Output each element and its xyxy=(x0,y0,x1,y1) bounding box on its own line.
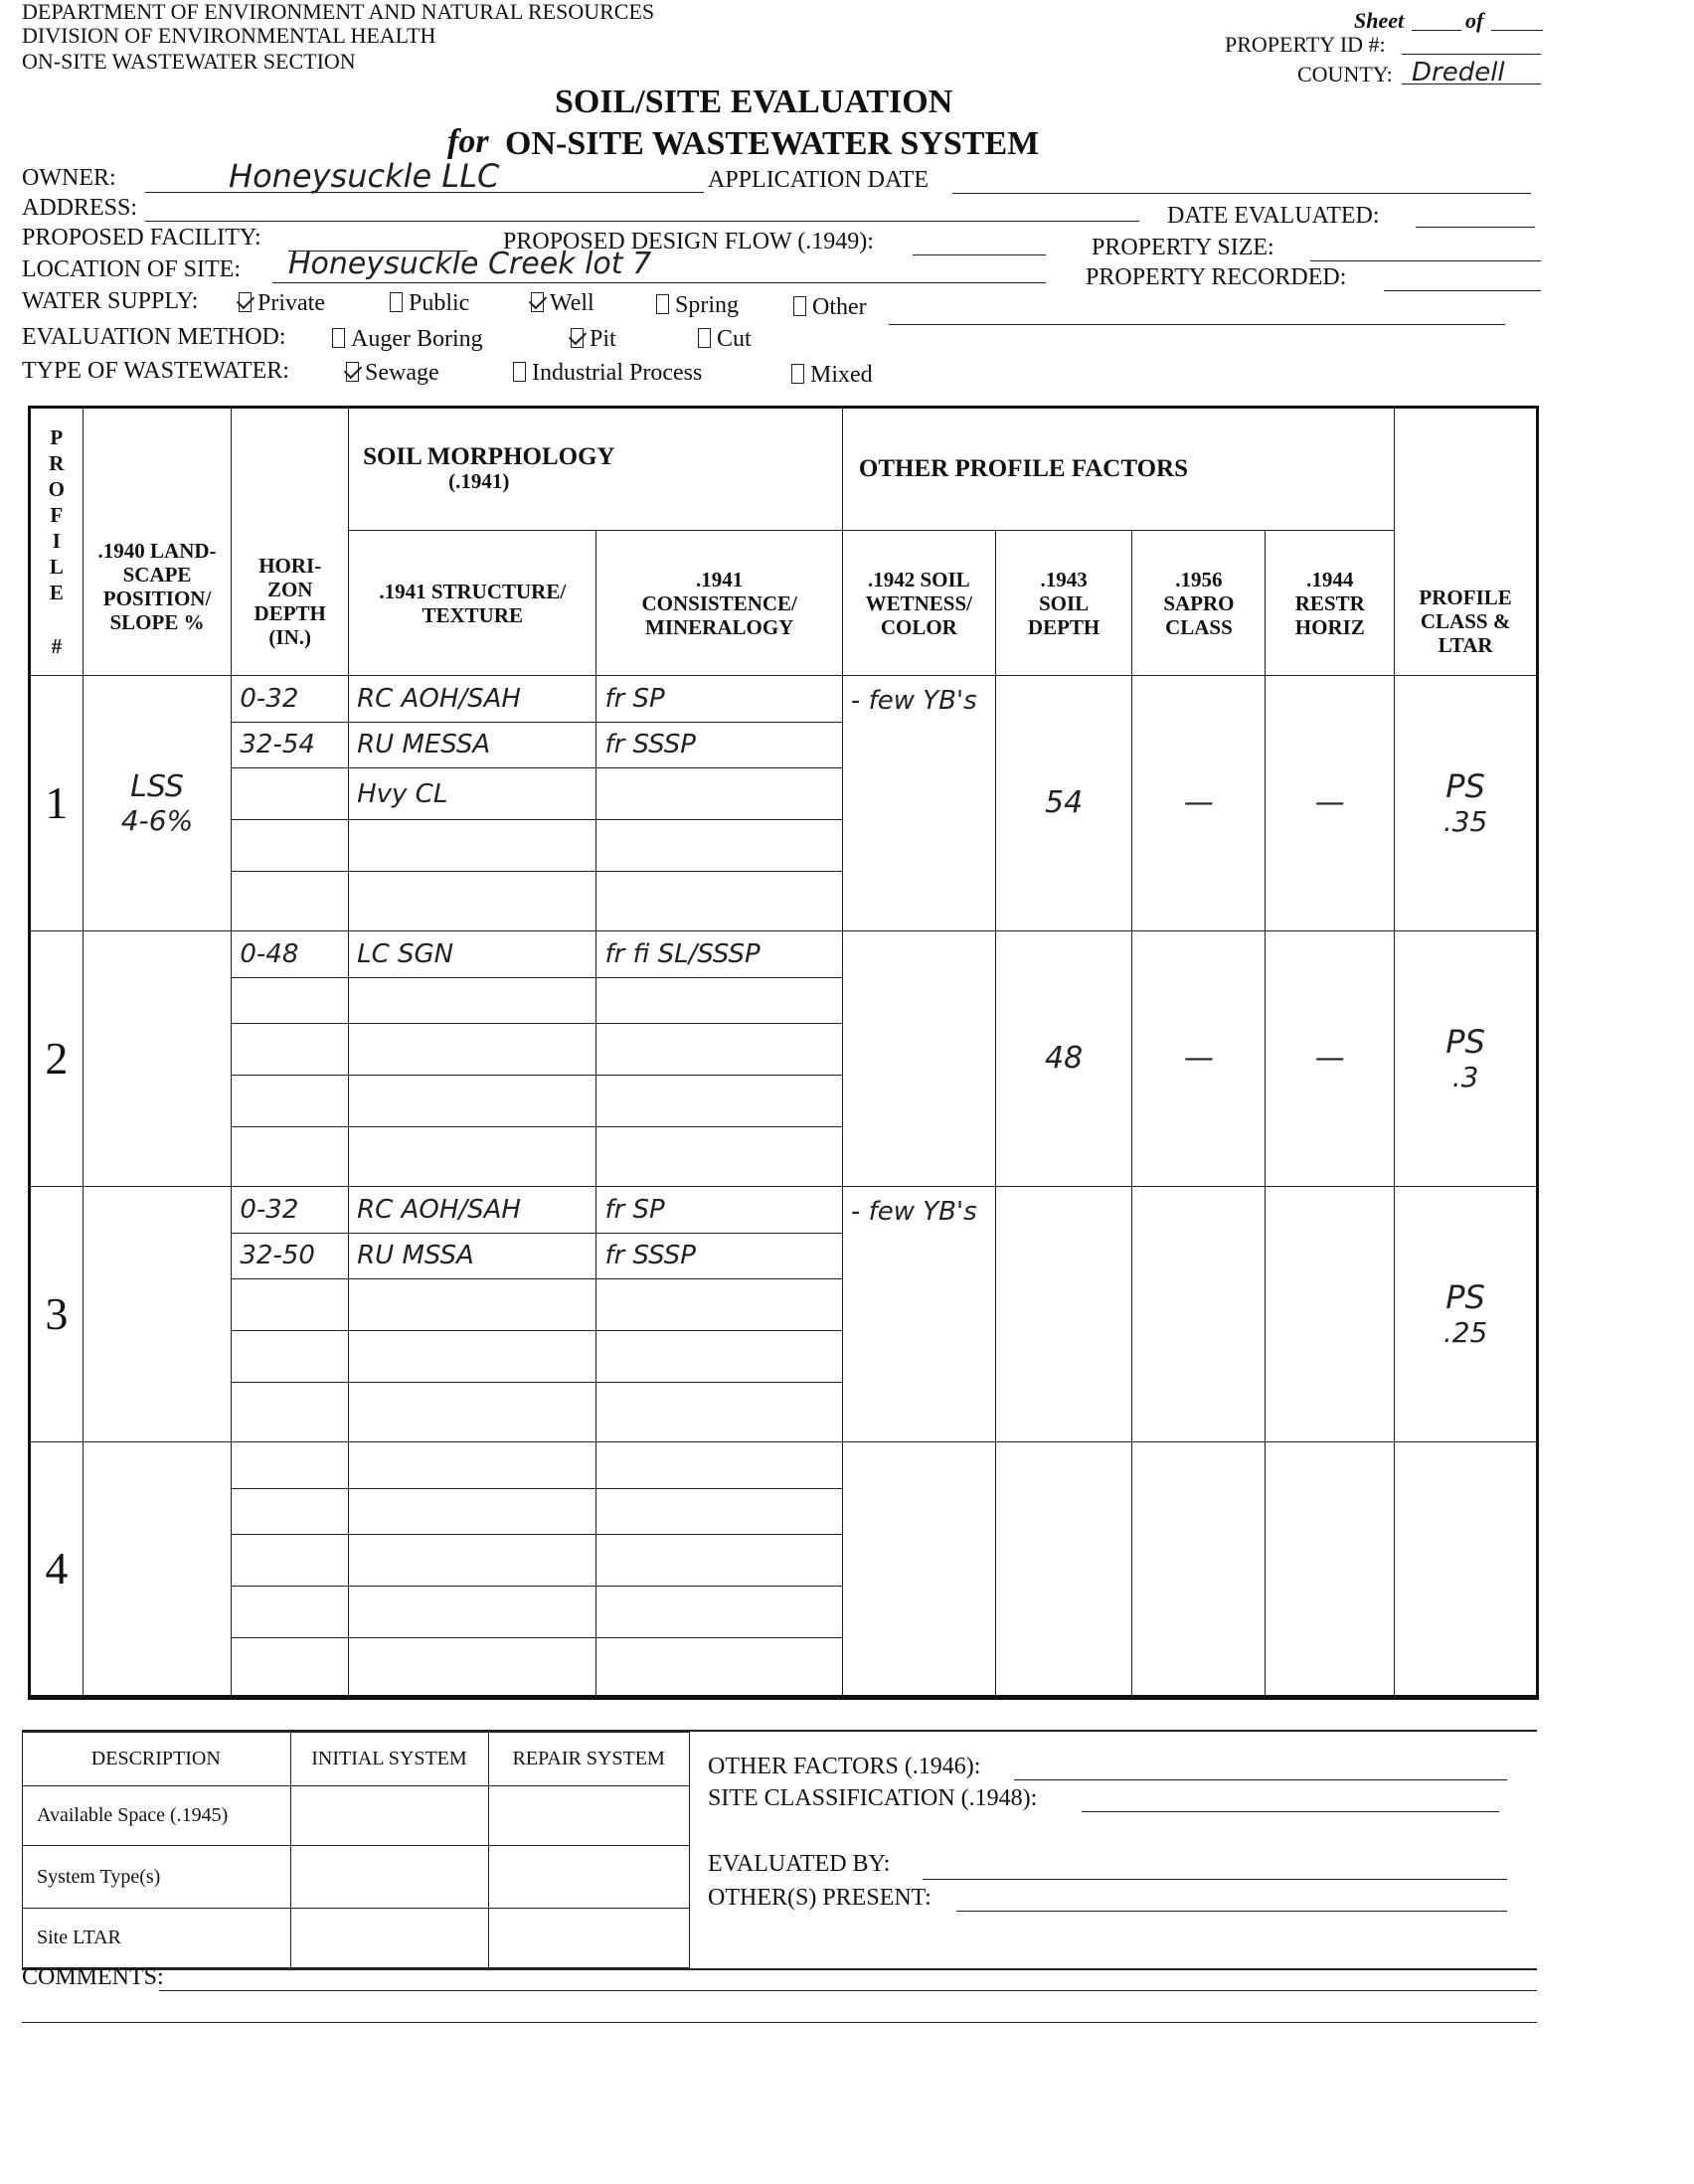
structure-texture-cell[interactable]: Hvy CL xyxy=(349,768,596,820)
consistence-cell[interactable] xyxy=(596,1331,842,1383)
proposed-facility-label: PROPOSED FACILITY: xyxy=(22,225,261,251)
profile-num-label: # xyxy=(51,634,63,658)
address-line[interactable] xyxy=(145,221,1139,222)
consistence-cell[interactable] xyxy=(596,977,842,1024)
consistence-cell[interactable]: fr SSSP xyxy=(596,722,842,768)
structure-texture-cell[interactable] xyxy=(349,1535,596,1587)
structure-texture-cell[interactable] xyxy=(349,1126,596,1186)
structure-texture-cell[interactable] xyxy=(349,820,596,872)
structure-texture-cell[interactable] xyxy=(349,1637,596,1697)
soil-morphology-header xyxy=(349,408,843,531)
eval-cut-option[interactable] xyxy=(698,326,752,353)
consistence-cell[interactable] xyxy=(596,1076,842,1127)
soil-profile-table xyxy=(28,406,1539,1700)
soil-depth-cell[interactable]: 54 xyxy=(995,676,1132,931)
structure-texture-cell[interactable] xyxy=(349,1586,596,1637)
structure-texture-cell[interactable] xyxy=(349,1024,596,1076)
checkbox-private[interactable] xyxy=(239,292,252,312)
horizon-depth-cell[interactable] xyxy=(232,1331,349,1383)
consistence-header: .1941 CONSISTENCE/ MINERALOGY xyxy=(596,531,842,676)
consistence-cell[interactable] xyxy=(596,1126,842,1186)
application-date-line[interactable] xyxy=(952,193,1531,194)
owner-label: OWNER: xyxy=(22,165,116,191)
wetness-value: - few YB's xyxy=(850,686,977,716)
location-label: LOCATION OF SITE: xyxy=(22,256,241,282)
consistence-cell[interactable] xyxy=(596,768,842,820)
structure-header: .1941 STRUCTURE/ TEXTURE xyxy=(349,531,596,676)
evaluated-by-line[interactable] xyxy=(923,1879,1507,1880)
horizon-depth-cell[interactable] xyxy=(232,1637,349,1697)
comments-line-2[interactable] xyxy=(22,2022,1537,2023)
auger-label: Auger Boring xyxy=(351,326,483,352)
system-type-repair[interactable] xyxy=(489,1846,690,1908)
agency-line-2: DIVISION OF ENVIRONMENTAL HEALTH xyxy=(22,23,436,48)
property-size-line[interactable] xyxy=(1310,260,1541,261)
design-flow-line[interactable] xyxy=(913,254,1046,255)
consistence-cell[interactable] xyxy=(596,820,842,872)
consistence-cell[interactable]: fr SSSP xyxy=(596,1233,842,1279)
horizon-row xyxy=(30,676,1538,723)
structure-texture-cell[interactable]: RC AOH/SAH xyxy=(349,1186,596,1233)
consistence-cell[interactable]: fr fi SL/SSSP xyxy=(596,930,842,977)
pit-label: Pit xyxy=(590,326,616,352)
profile-number: 2 xyxy=(30,930,84,1186)
depth-header: .1943 SOIL DEPTH xyxy=(995,531,1132,676)
mixed-label: Mixed xyxy=(810,362,873,388)
title-for: for xyxy=(447,123,489,160)
wetness-color-cell[interactable] xyxy=(842,676,995,931)
initial-system-header: INITIAL SYSTEM xyxy=(290,1733,489,1786)
structure-texture-cell[interactable]: LC SGN xyxy=(349,930,596,977)
design-flow-label: PROPOSED DESIGN FLOW (.1949): xyxy=(503,229,874,254)
other-label: Other xyxy=(812,294,867,320)
profile-class-cell[interactable] xyxy=(1395,676,1538,931)
of-line[interactable] xyxy=(1491,30,1543,31)
profile-class-cell[interactable] xyxy=(1395,930,1538,1186)
checkbox-mixed[interactable] xyxy=(791,364,804,384)
consistence-cell[interactable] xyxy=(596,1586,842,1637)
checkbox-cut[interactable] xyxy=(698,328,711,348)
horizon-depth-cell[interactable] xyxy=(232,1382,349,1441)
site-classification-line[interactable] xyxy=(1082,1811,1499,1812)
water-public-option[interactable] xyxy=(390,290,469,317)
cut-label: Cut xyxy=(717,326,752,352)
property-id-label: PROPERTY ID #: xyxy=(1225,32,1386,57)
ltar-value: .25 xyxy=(1442,1316,1488,1350)
soil-morphology-title: SOIL MORPHOLOGY xyxy=(363,443,615,470)
consistence-cell[interactable] xyxy=(596,1535,842,1587)
profile-header xyxy=(30,408,84,676)
water-well-option[interactable] xyxy=(531,290,594,317)
sewage-label: Sewage xyxy=(365,360,439,386)
horizon-depth-cell[interactable] xyxy=(232,977,349,1024)
system-summary-section xyxy=(22,1730,1537,1970)
horizon-depth-cell[interactable] xyxy=(232,1024,349,1076)
available-space-label: Available Space (.1945) xyxy=(23,1786,291,1846)
comments-line-1[interactable] xyxy=(159,1990,1537,1991)
checkbox-sewage[interactable] xyxy=(346,362,359,382)
horizon-depth-cell[interactable] xyxy=(232,1586,349,1637)
restr-horiz-cell[interactable]: — xyxy=(1266,676,1395,931)
consistence-cell[interactable] xyxy=(596,1279,842,1331)
checkbox-pit[interactable] xyxy=(571,328,584,348)
landscape-header: .1940 LAND- SCAPE POSITION/ SLOPE % xyxy=(83,408,232,676)
date-evaluated-label: DATE EVALUATED: xyxy=(1167,203,1380,229)
profile-number: 4 xyxy=(30,1441,84,1697)
checkbox-well[interactable] xyxy=(531,292,544,312)
sapro-class-cell[interactable] xyxy=(1132,1441,1266,1697)
ww-industrial-option[interactable] xyxy=(513,360,702,387)
others-present-line[interactable] xyxy=(956,1911,1507,1912)
wetness-color-cell[interactable] xyxy=(842,1186,995,1441)
sapro-header: .1956 SAPRO CLASS xyxy=(1132,531,1266,676)
consistence-cell[interactable] xyxy=(596,1637,842,1697)
location-line[interactable] xyxy=(272,282,1046,283)
sheet-line[interactable] xyxy=(1412,30,1461,31)
profile-class-cell[interactable] xyxy=(1395,1186,1538,1441)
description-header: DESCRIPTION xyxy=(23,1733,291,1786)
profile-class-header: PROFILE CLASS & LTAR xyxy=(1395,408,1538,676)
structure-texture-cell[interactable] xyxy=(349,1331,596,1383)
horizon-depth-cell[interactable] xyxy=(232,1279,349,1331)
checkbox-other[interactable] xyxy=(793,296,806,316)
structure-texture-cell[interactable] xyxy=(349,871,596,930)
water-spring-option[interactable] xyxy=(656,292,739,319)
wetness-header: .1942 SOIL WETNESS/ COLOR xyxy=(842,531,995,676)
sapro-class-cell[interactable] xyxy=(1132,1186,1266,1441)
comments-label: COMMENTS: xyxy=(22,1964,164,1990)
horizon-depth-cell[interactable] xyxy=(232,820,349,872)
checkbox-spring[interactable] xyxy=(656,294,669,314)
structure-texture-cell[interactable]: RC AOH/SAH xyxy=(349,676,596,723)
consistence-cell[interactable]: fr SP xyxy=(596,676,842,723)
site-ltar-label: Site LTAR xyxy=(23,1908,291,1967)
eval-auger-option[interactable] xyxy=(332,326,483,353)
location-value: Honeysuckle Creek lot 7 xyxy=(288,247,652,281)
structure-texture-cell[interactable] xyxy=(349,1279,596,1331)
water-other-option[interactable] xyxy=(793,294,867,321)
ltar-value: .3 xyxy=(1451,1061,1479,1094)
consistence-cell[interactable]: fr SP xyxy=(596,1186,842,1233)
wetness-color-cell[interactable] xyxy=(842,1441,995,1697)
slope-percent: 4-6% xyxy=(120,803,194,837)
site-ltar-repair[interactable] xyxy=(489,1908,690,1967)
consistence-cell[interactable] xyxy=(596,1488,842,1535)
landscape-cell[interactable] xyxy=(83,676,232,931)
others-present-label: OTHER(S) PRESENT: xyxy=(708,1885,932,1911)
checkbox-public[interactable] xyxy=(390,292,403,312)
consistence-cell[interactable] xyxy=(596,1024,842,1076)
landscape-cell[interactable] xyxy=(83,1186,232,1441)
checkbox-auger[interactable] xyxy=(332,328,345,348)
private-label: Private xyxy=(257,290,325,316)
restr-horiz-cell[interactable] xyxy=(1266,1186,1395,1441)
structure-texture-cell[interactable]: RU MESSA xyxy=(349,722,596,768)
site-classification-label: SITE CLASSIFICATION (.1948): xyxy=(708,1785,1038,1811)
title-line-1: SOIL/SITE EVALUATION xyxy=(555,84,953,120)
horizon-header: HORI- ZON DEPTH (IN.) xyxy=(232,408,349,676)
agency-line-1: DEPARTMENT OF ENVIRONMENT AND NATURAL RESOURCES xyxy=(22,0,655,24)
water-supply-label: WATER SUPPLY: xyxy=(22,288,199,314)
structure-texture-cell[interactable] xyxy=(349,977,596,1024)
system-table xyxy=(22,1732,690,1968)
well-label: Well xyxy=(550,290,594,316)
system-type-initial[interactable] xyxy=(290,1846,489,1908)
horizon-depth-cell[interactable] xyxy=(232,871,349,930)
horizon-depth-cell[interactable]: 0-48 xyxy=(232,930,349,977)
soil-depth-cell[interactable]: 48 xyxy=(995,930,1132,1186)
water-other-line[interactable] xyxy=(889,324,1505,325)
property-recorded-line[interactable] xyxy=(1384,290,1541,291)
horizon-depth-cell[interactable]: 32-50 xyxy=(232,1233,349,1279)
available-space-initial[interactable] xyxy=(290,1786,489,1846)
profile-number: 3 xyxy=(30,1186,84,1441)
other-factors-label: OTHER FACTORS (.1946): xyxy=(708,1754,981,1779)
landscape-cell[interactable] xyxy=(83,1441,232,1697)
wetness-value: - few YB's xyxy=(850,1196,977,1227)
water-private-option[interactable] xyxy=(239,290,325,317)
structure-texture-cell[interactable] xyxy=(349,1076,596,1127)
structure-texture-cell[interactable] xyxy=(349,1382,596,1441)
evaluated-by-label: EVALUATED BY: xyxy=(708,1851,891,1877)
of-label: of xyxy=(1465,8,1484,33)
system-type-label: System Type(s) xyxy=(23,1846,291,1908)
profile-class-value: PS xyxy=(1445,1278,1485,1317)
landscape-cell[interactable] xyxy=(83,930,232,1186)
ltar-value: .35 xyxy=(1442,805,1488,839)
profile-vertical-label: PROFILE xyxy=(44,425,69,606)
property-size-label: PROPERTY SIZE: xyxy=(1092,235,1274,260)
county-value: Dredell xyxy=(1412,58,1505,87)
horizon-row xyxy=(30,1441,1538,1488)
horizon-depth-cell[interactable]: 0-32 xyxy=(232,676,349,723)
repair-system-header: REPAIR SYSTEM xyxy=(489,1733,690,1786)
address-label: ADDRESS: xyxy=(22,195,138,221)
structure-texture-cell[interactable]: RU MSSA xyxy=(349,1233,596,1279)
landscape-position: LSS xyxy=(130,768,184,804)
evaluation-method-label: EVALUATION METHOD: xyxy=(22,324,286,350)
horizon-depth-cell[interactable] xyxy=(232,768,349,820)
ww-sewage-option[interactable] xyxy=(346,360,439,387)
other-factors-line[interactable] xyxy=(1014,1779,1507,1780)
date-evaluated-line[interactable] xyxy=(1416,227,1535,228)
property-id-line[interactable] xyxy=(1402,54,1541,55)
profile-class-cell[interactable] xyxy=(1395,1441,1538,1697)
checkbox-industrial[interactable] xyxy=(513,362,526,382)
sheet-label: Sheet xyxy=(1354,8,1405,33)
restr-header: .1944 RESTR HORIZ xyxy=(1266,531,1395,676)
eval-pit-option[interactable] xyxy=(571,326,616,353)
profile-number: 1 xyxy=(30,676,84,931)
consistence-cell[interactable] xyxy=(596,1441,842,1488)
wetness-color-cell[interactable] xyxy=(842,930,995,1186)
title-line-2: ON-SITE WASTEWATER SYSTEM xyxy=(505,125,1040,162)
sapro-class-cell[interactable]: — xyxy=(1132,676,1266,931)
horizon-row xyxy=(30,1186,1538,1233)
soil-depth-cell[interactable] xyxy=(995,1186,1132,1441)
structure-texture-cell[interactable] xyxy=(349,1441,596,1488)
site-ltar-initial[interactable] xyxy=(290,1908,489,1967)
agency-line-3: ON-SITE WASTEWATER SECTION xyxy=(22,49,356,74)
sapro-class-cell[interactable]: — xyxy=(1132,930,1266,1186)
horizon-depth-cell[interactable] xyxy=(232,1488,349,1535)
soil-morphology-code: (.1941) xyxy=(448,469,510,493)
horizon-depth-cell[interactable] xyxy=(232,1126,349,1186)
county-label: COUNTY: xyxy=(1297,62,1393,86)
structure-texture-cell[interactable] xyxy=(349,1488,596,1535)
restr-horiz-cell[interactable] xyxy=(1266,1441,1395,1697)
consistence-cell[interactable] xyxy=(596,1382,842,1441)
horizon-depth-cell[interactable]: 0-32 xyxy=(232,1186,349,1233)
horizon-depth-cell[interactable] xyxy=(232,1076,349,1127)
available-space-repair[interactable] xyxy=(489,1786,690,1846)
soil-depth-cell[interactable] xyxy=(995,1441,1132,1697)
industrial-label: Industrial Process xyxy=(532,360,703,386)
profile-class-value: PS xyxy=(1445,767,1485,806)
horizon-depth-cell[interactable] xyxy=(232,1441,349,1488)
restr-horiz-cell[interactable]: — xyxy=(1266,930,1395,1186)
profile-class-value: PS xyxy=(1445,1023,1485,1062)
profile-rows xyxy=(30,676,1538,1698)
owner-value: Honeysuckle LLC xyxy=(229,157,500,195)
consistence-cell[interactable] xyxy=(596,871,842,930)
property-recorded-label: PROPERTY RECORDED: xyxy=(1086,264,1347,290)
horizon-depth-cell[interactable]: 32-54 xyxy=(232,722,349,768)
ww-mixed-option[interactable] xyxy=(791,362,873,389)
horizon-depth-cell[interactable] xyxy=(232,1535,349,1587)
application-date-label: APPLICATION DATE xyxy=(708,167,929,193)
spring-label: Spring xyxy=(675,292,740,318)
public-label: Public xyxy=(409,290,470,316)
horizon-row xyxy=(30,930,1538,977)
other-profile-header: OTHER PROFILE FACTORS xyxy=(842,408,1394,531)
wastewater-type-label: TYPE OF WASTEWATER: xyxy=(22,358,289,384)
